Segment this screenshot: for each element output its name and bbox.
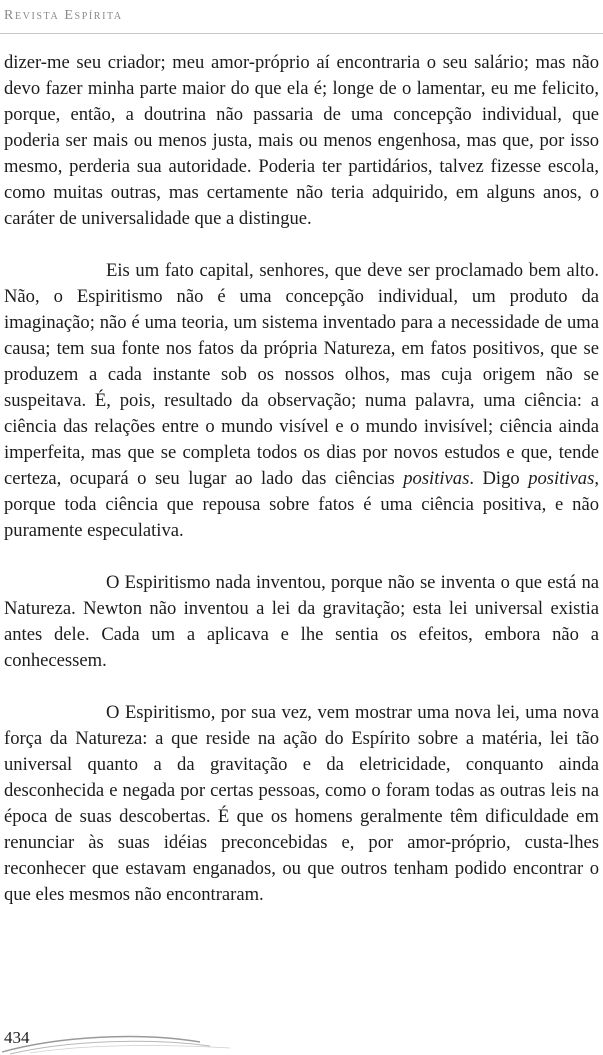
- paragraph-2-text-a: Eis um fato capital, senhores, que deve ser proclamado bem alto. Não, o Espiritismo não é uma concepção individual, um produto da imaginação; não é uma teoria, um sistema inventado para a necessidade de uma causa; tem sua fonte nos fatos da própria Natureza, em fatos positivos, que se produzem a cada instante sob os nossos olhos, mas cuja origem não se suspeitava. É, pois, resultado da observação; numa palavra, uma ciência: a ciência das relações entre o mundo visível e o mundo invisível; ciência ainda imperfeita, mas que se completa todos os dias por novos estudos e que, tende certeza, ocupará o seu lugar ao lado das ciências: [4, 260, 599, 489]
- running-head: Revista Espírita: [4, 8, 123, 23]
- emphasis-positivas-1: positivas: [403, 468, 470, 489]
- paragraph-3: O Espiritismo nada inventou, porque não se inventa o que está na Natureza. Newton não inventou a lei da gravitação; esta lei universal existia antes dele. Cada um a aplicava e lhe sentia os efeitos, embora não a conhecessem.: [4, 572, 599, 671]
- paragraph-4: O Espiritismo, por sua vez, vem mostrar uma nova lei, uma nova força da Natureza: a que reside na ação do Espírito sobre a matéria, lei tão universal quanto a da gravitação e da eletricidade, conquanto ainda desconhecida e negada por certas pessoas, como o foram todas as outras leis na época de suas descobertas. É que os homens geralmente têm dificuldade em renunciar às suas idéias preconcebidas e, por amor-próprio, custa-lhes reconhecer que estavam enganados, ou que outros tenham podido encontrar o que eles mesmos não encontraram.: [4, 702, 599, 905]
- paragraph-2-text-c: , porque toda ciência que repousa sobre fatos é uma ciência positiva, e não puramente especulativa.: [4, 468, 599, 541]
- page-footer: [0, 1026, 603, 1055]
- paragraph-2: [4, 258, 599, 544]
- page-body: [4, 50, 599, 934]
- emphasis-positivas-2: positivas: [528, 468, 595, 489]
- header-rule: [0, 33, 603, 34]
- paragraph-1: dizer-me seu criador; meu amor-próprio aí encontraria o seu salário; mas não devo fazer minha parte maior do que ela é; longe de o lamentar, eu me felicito, porque, então, a doutrina não passaria de uma concepção individual, que poderia ser mais ou menos justa, mais ou menos engenhosa, mas que, por isso mesmo, perderia sua autoridade. Poderia ter partidários, talvez fizesse escola, como muitas outras, mas certamente não teria adquirido, em alguns anos, o caráter de universalidade que a distingue.: [4, 52, 599, 229]
- paragraph-2-text-b: . Digo: [469, 468, 529, 489]
- footer-swoosh-ornament: [0, 1026, 240, 1055]
- page-number: 434: [4, 1028, 30, 1047]
